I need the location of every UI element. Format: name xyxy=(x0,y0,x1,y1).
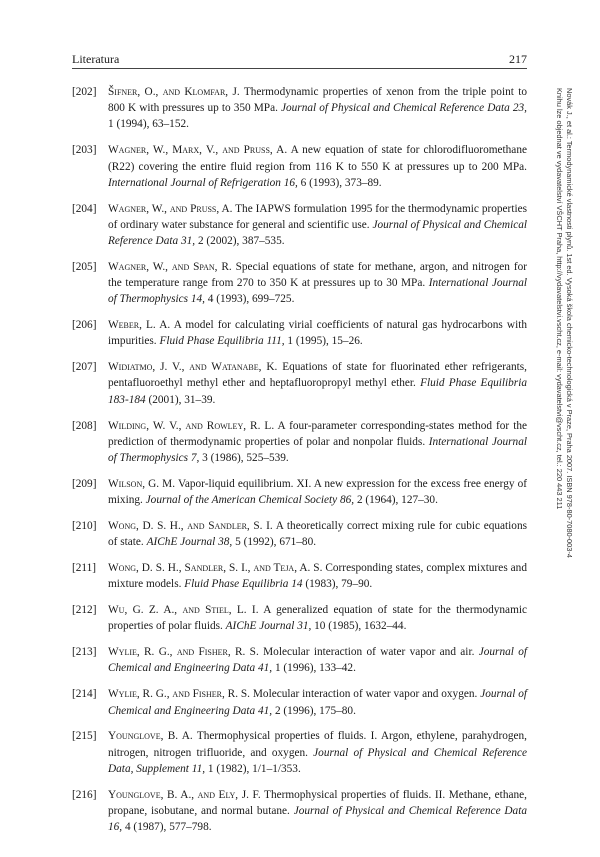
reference-authors: Wong, D. S. H., and Sandler, S. I. xyxy=(108,519,273,532)
reference-item xyxy=(72,201,527,250)
reference-item xyxy=(72,359,527,408)
reference-item xyxy=(72,476,527,508)
reference-title: A four-parameter corresponding-states method for the prediction of thermodynamic properties of polar and nonpolar fluids. xyxy=(108,419,527,448)
reference-number: [211] xyxy=(72,562,97,575)
reference-title: Corresponding states, complex mixtures and mixture models. xyxy=(108,562,527,591)
reference-title: A new equation of state for chlorodifluoromethane (R22) covering the entire fluid region from 116 K to 550 K at pressures up to 200 MPa. xyxy=(108,144,527,173)
reference-journal: International Journal of Thermophysics 14, xyxy=(108,277,528,306)
reference-item xyxy=(72,142,527,191)
reference-number: [206] xyxy=(72,319,97,332)
reference-title: Equations of state for fluorinated ether refrigerants, pentafluoroethyl methyl ether and heptafluoropropyl methyl ether. xyxy=(108,361,527,390)
reference-details: 3 (1986), 525–539. xyxy=(202,451,289,464)
reference-details: (1983), 79–90. xyxy=(305,578,373,591)
reference-journal: International Journal of Thermophysics 7, xyxy=(108,435,527,464)
reference-title: Vapor-liquid equilibrium. XI. A new expression for the excess free energy of mixing. xyxy=(108,477,527,507)
reference-number: [209] xyxy=(72,477,97,490)
reference-title: Molecular interaction of water vapor and air. xyxy=(263,646,475,659)
reference-details: 4 (1993), 699–725. xyxy=(207,293,295,306)
reference-details: (2001), 31–39. xyxy=(148,393,216,406)
reference-journal: Journal of Physical and Chemical Reference Data, Supplement 11, xyxy=(108,746,527,775)
reference-authors: Wilding, W. V., and Rowley, R. L. xyxy=(108,419,275,432)
reference-number: [207] xyxy=(72,361,97,374)
reference-authors: Younglove, B. A. xyxy=(108,730,193,743)
side-copyright-note xyxy=(554,88,574,728)
reference-authors: Widiatmo, J. V., and Watanabe, K. xyxy=(108,361,278,374)
reference-item xyxy=(72,686,527,718)
reference-details: 10 (1985), 1632–44. xyxy=(314,620,407,633)
reference-journal: Fluid Phase Equilibria 111, xyxy=(159,335,285,348)
reference-number: [216] xyxy=(72,788,97,801)
reference-authors: Younglove, B. A., and Ely, J. F. xyxy=(108,788,261,801)
reference-details: 5 (1992), 671–80. xyxy=(235,536,317,549)
side-note-line-1: Novák J., et al.: Termodynamické vlastnosti plynů. 1st ed. Vysoká škola chemicko-technologická v Praze, Praha 2007. ISBN 978-80-7080-003-4 xyxy=(565,88,574,558)
reference-number: [214] xyxy=(72,688,97,701)
reference-item xyxy=(72,518,527,550)
reference-details: 6 (1993), 373–89. xyxy=(300,176,382,189)
reference-title: Thermophysical properties of fluids. I. Argon, ethylene, parahydrogen, nitrogen, nitrogen trifluoride, and oxygen. xyxy=(108,730,527,759)
reference-number: [203] xyxy=(72,144,97,157)
reference-title: Molecular interaction of water vapor and oxygen. xyxy=(252,688,478,701)
reference-item xyxy=(72,602,527,634)
reference-number: [215] xyxy=(72,730,97,743)
reference-details: 2 (1964), 127–30. xyxy=(356,494,438,507)
reference-authors: Wagner, W., and Span, R. xyxy=(108,260,232,273)
reference-details: 2 (2002), 387–535. xyxy=(197,235,285,247)
reference-title: Special equations of state for methane, argon, and nitrogen for the temperature range from 270 to 350 K at pressures up to 30 MPa. xyxy=(108,260,527,290)
reference-authors: Wylie, R. G., and Fisher, R. S. xyxy=(108,646,259,659)
reference-number: [210] xyxy=(72,519,97,532)
reference-title: A model for calculating virial coefficients of natural gas hydrocarbons with impurities. xyxy=(108,319,527,348)
running-title: Literatura xyxy=(72,52,120,66)
reference-item xyxy=(72,259,527,308)
page-header xyxy=(72,52,527,68)
reference-title: A theoretically correct mixing rule for cubic equations of state. xyxy=(108,519,528,549)
reference-authors: Wagner, W., and Pruss, A. xyxy=(108,202,233,215)
reference-journal: International Journal of Refrigeration 16, xyxy=(108,176,298,189)
reference-title: The IAPWS formulation 1995 for the thermodynamic properties of ordinary water substance for general and scientific use. xyxy=(108,202,528,231)
reference-title: A generalized equation of state for the thermodynamic properties of polar fluids. xyxy=(108,604,528,633)
reference-journal: Journal of Physical and Chemical Reference Data 31, xyxy=(108,218,528,247)
reference-item xyxy=(72,418,527,467)
reference-journal: Fluid Phase Equilibria 183-184 xyxy=(108,377,527,406)
reference-journal: Fluid Phase Equilibria 14 xyxy=(184,578,303,591)
reference-list xyxy=(72,84,527,845)
reference-item xyxy=(72,728,527,777)
reference-journal: AIChE Journal 31, xyxy=(225,620,312,633)
reference-details: 1 (1994), 63–152. xyxy=(108,118,189,131)
reference-journal: Journal of Chemical and Engineering Data 41, xyxy=(108,646,527,675)
reference-journal: Journal of the American Chemical Society 86, xyxy=(145,494,355,507)
reference-authors: Weber, L. A. xyxy=(108,319,171,332)
reference-number: [208] xyxy=(72,419,97,432)
page-number: 217 xyxy=(509,52,527,66)
reference-number: [205] xyxy=(72,260,97,273)
reference-authors: Wu, G. Z. A., and Stiel, L. I. xyxy=(108,604,259,617)
reference-authors: Wong, D. S. H., Sandler, S. I., and Teja, A. S. xyxy=(108,562,323,575)
reference-authors: Wilson, G. M. xyxy=(108,477,176,490)
reference-number: [213] xyxy=(72,646,97,659)
reference-item xyxy=(72,84,527,133)
reference-details: 1 (1982), 1/1–1/353. xyxy=(207,762,301,775)
reference-journal: Journal of Physical and Chemical Reference Data 23, xyxy=(280,102,527,115)
side-note-line-2: Knihu lze objednat ve vydavatelství VŠCHT Praha, http://vydavatelstvi.vscht.cz, e-mail: vydavatelstvi@vscht.cz, tel.: 220 443 211 xyxy=(555,88,564,510)
reference-details: 1 (1995), 15–26. xyxy=(287,335,363,348)
reference-number: [202] xyxy=(72,86,97,98)
reference-authors: Wylie, R. G., and Fisher, R. S. xyxy=(108,688,251,701)
reference-number: [204] xyxy=(72,202,97,215)
reference-item xyxy=(72,560,527,592)
reference-details: 2 (1996), 175–80. xyxy=(274,704,356,717)
reference-authors: Wagner, W., Marx, V., and Pruss, A. xyxy=(108,144,288,157)
reference-number: [212] xyxy=(72,604,97,617)
reference-title: Thermophysical properties of fluids. II. Methane, ethane, propane, isobutane, and normal butane. xyxy=(108,788,527,817)
reference-details: 1 (1996), 133–42. xyxy=(274,662,356,675)
reference-item xyxy=(72,317,527,349)
reference-journal: Journal of Chemical and Engineering Data 41, xyxy=(108,688,527,717)
reference-journal: AIChE Journal 38, xyxy=(146,536,233,549)
reference-item xyxy=(72,644,527,676)
reference-item xyxy=(72,787,527,836)
reference-title: Thermodynamic properties of xenon from the triple point to 800 K with pressures up to 350 MPa. xyxy=(108,86,527,115)
reference-details: 4 (1987), 577–798. xyxy=(124,821,212,834)
reference-authors: Šifner, O., and Klomfar, J. xyxy=(108,86,240,98)
reference-journal: Journal of Physical and Chemical Reference Data 16, xyxy=(108,804,527,834)
header-rule xyxy=(72,68,527,69)
